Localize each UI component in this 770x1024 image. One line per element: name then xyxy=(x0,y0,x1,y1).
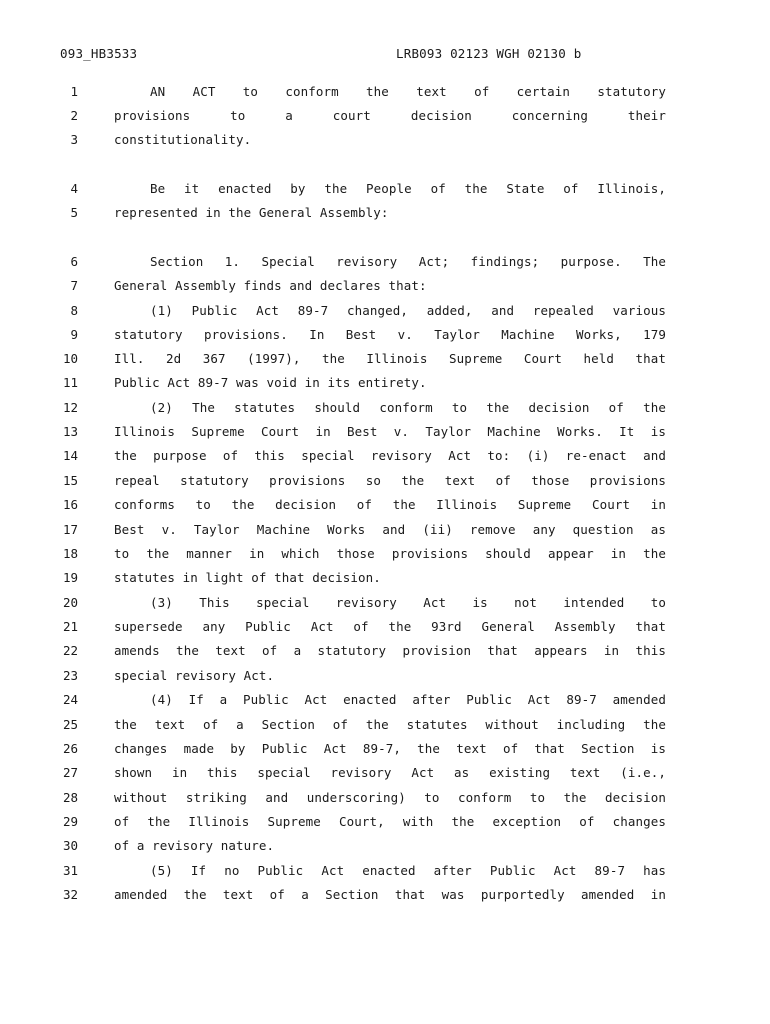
line-number: 2 xyxy=(70,108,78,123)
line-number: 18 xyxy=(62,546,78,561)
text-line xyxy=(0,250,770,274)
line-text: the text of a Section of the statutes without including the xyxy=(114,717,666,732)
text-line xyxy=(0,615,770,639)
line-text: statutes in light of that decision. xyxy=(114,570,381,585)
text-line xyxy=(0,834,770,858)
line-number: 3 xyxy=(70,132,78,147)
line-text: without striking and underscoring) to conform to the decision xyxy=(114,790,666,805)
line-number: 15 xyxy=(62,473,78,488)
text-line xyxy=(0,688,770,712)
text-line xyxy=(0,591,770,615)
line-text: conforms to the decision of the Illinois Supreme Court in xyxy=(114,497,666,512)
text-line xyxy=(0,883,770,907)
text-line xyxy=(0,639,770,663)
line-text: Ill. 2d 367 (1997), the Illinois Supreme Court held that xyxy=(114,351,666,366)
line-number: 25 xyxy=(62,717,78,732)
text-line xyxy=(0,104,770,128)
line-number: 21 xyxy=(62,619,78,634)
line-text: (2) The statutes should conform to the decision of the xyxy=(150,400,666,415)
line-number: 11 xyxy=(62,375,78,390)
line-number: 20 xyxy=(62,595,78,610)
line-text: (5) If no Public Act enacted after Public Act 89-7 has xyxy=(150,863,666,878)
lrb-code: LRB093 02123 WGH 02130 b xyxy=(396,46,582,61)
line-text: the purpose of this special revisory Act to: (i) re-enact and xyxy=(114,448,666,463)
line-number: 13 xyxy=(62,424,78,439)
line-number: 4 xyxy=(70,181,78,196)
line-number: 19 xyxy=(62,570,78,585)
line-text: (3) This special revisory Act is not intended to xyxy=(150,595,666,610)
line-text: Section 1. Special revisory Act; findings; purpose. The xyxy=(150,254,666,269)
text-line xyxy=(0,469,770,493)
line-number: 31 xyxy=(62,863,78,878)
text-line xyxy=(0,664,770,688)
line-text: Public Act 89-7 was void in its entirety. xyxy=(114,375,427,390)
bill-id: 093_HB3533 xyxy=(60,46,138,61)
text-line xyxy=(0,444,770,468)
line-text: constitutionality. xyxy=(114,132,252,147)
line-text: special revisory Act. xyxy=(114,668,275,683)
text-line xyxy=(0,420,770,444)
line-text: supersede any Public Act of the 93rd General Assembly that xyxy=(114,619,666,634)
text-line xyxy=(0,566,770,590)
line-number: 6 xyxy=(70,254,78,269)
line-number: 9 xyxy=(70,327,78,342)
line-text: changes made by Public Act 89-7, the text of that Section is xyxy=(114,741,666,756)
line-number: 30 xyxy=(62,838,78,853)
line-number: 29 xyxy=(62,814,78,829)
line-text: amended the text of a Section that was purportedly amended in xyxy=(114,887,666,902)
line-number: 1 xyxy=(70,84,78,99)
text-line xyxy=(0,201,770,225)
line-text: (4) If a Public Act enacted after Public Act 89-7 amended xyxy=(150,692,666,707)
line-number: 28 xyxy=(62,790,78,805)
line-number: 7 xyxy=(70,278,78,293)
line-text: AN ACT to conform the text of certain statutory xyxy=(150,84,666,99)
text-line xyxy=(0,396,770,420)
text-line xyxy=(0,542,770,566)
text-line xyxy=(0,493,770,517)
line-text: of a revisory nature. xyxy=(114,838,275,853)
text-line xyxy=(0,274,770,298)
line-text: to the manner in which those provisions should appear in the xyxy=(114,546,666,561)
line-number: 14 xyxy=(62,448,78,463)
text-line xyxy=(0,347,770,371)
line-text: amends the text of a statutory provision that appears in this xyxy=(114,643,666,658)
line-number: 26 xyxy=(62,741,78,756)
line-number: 10 xyxy=(62,351,78,366)
text-line xyxy=(0,323,770,347)
line-number: 12 xyxy=(62,400,78,415)
text-line xyxy=(0,810,770,834)
text-line xyxy=(0,737,770,761)
line-text: shown in this special revisory Act as existing text (i.e., xyxy=(114,765,666,780)
line-text: Illinois Supreme Court in Best v. Taylor Machine Works. It is xyxy=(114,424,666,439)
line-text: General Assembly finds and declares that: xyxy=(114,278,427,293)
text-line xyxy=(0,713,770,737)
text-line xyxy=(0,371,770,395)
line-text: of the Illinois Supreme Court, with the exception of changes xyxy=(114,814,666,829)
text-line xyxy=(0,80,770,104)
line-number: 17 xyxy=(62,522,78,537)
line-number: 23 xyxy=(62,668,78,683)
line-text: statutory provisions. In Best v. Taylor Machine Works, 179 xyxy=(114,327,666,342)
line-number: 5 xyxy=(70,205,78,220)
line-text: provisions to a court decision concerning their xyxy=(114,108,666,123)
line-number: 24 xyxy=(62,692,78,707)
text-line xyxy=(0,786,770,810)
line-number: 22 xyxy=(62,643,78,658)
line-text: represented in the General Assembly: xyxy=(114,205,389,220)
line-text: repeal statutory provisions so the text of those provisions xyxy=(114,473,666,488)
line-number: 16 xyxy=(62,497,78,512)
line-text: Best v. Taylor Machine Works and (ii) remove any question as xyxy=(114,522,666,537)
text-line xyxy=(0,518,770,542)
text-line xyxy=(0,177,770,201)
line-text: Be it enacted by the People of the State of Illinois, xyxy=(150,181,666,196)
text-line xyxy=(0,128,770,152)
text-line xyxy=(0,761,770,785)
text-line xyxy=(0,859,770,883)
text-line xyxy=(0,299,770,323)
line-text: (1) Public Act 89-7 changed, added, and repealed various xyxy=(150,303,666,318)
line-number: 32 xyxy=(62,887,78,902)
line-number: 27 xyxy=(62,765,78,780)
line-number: 8 xyxy=(70,303,78,318)
